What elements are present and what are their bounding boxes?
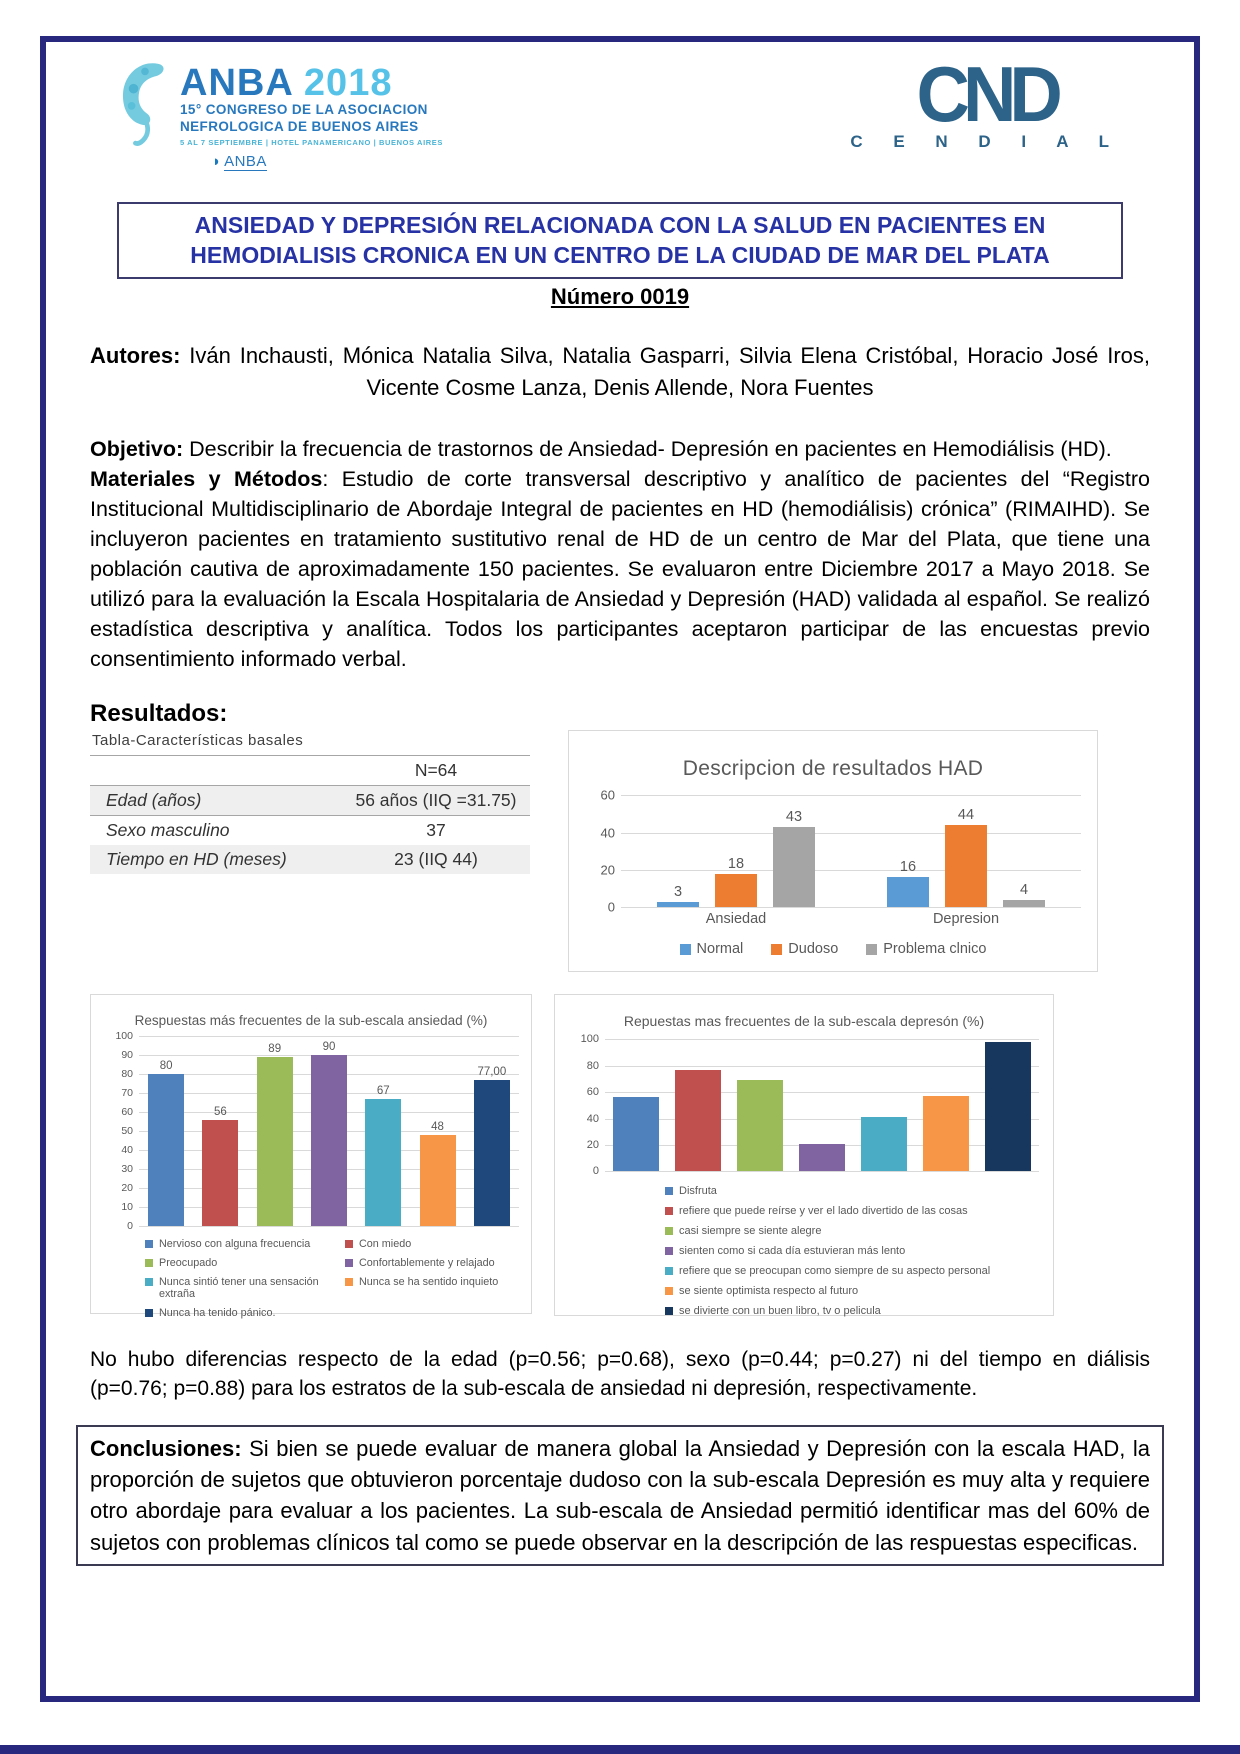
y-axis xyxy=(569,1033,605,1178)
table-row xyxy=(90,845,530,874)
bar xyxy=(799,1144,845,1172)
bar xyxy=(257,1057,293,1226)
table-row xyxy=(90,816,530,846)
legend-swatch-icon xyxy=(145,1259,153,1267)
legend-label: se divierte con un buen libro, tv o pelicula xyxy=(679,1305,881,1318)
bar-value-label: 16 xyxy=(899,859,917,876)
y-tick-label: 50 xyxy=(121,1125,133,1138)
bar xyxy=(887,877,929,907)
objetivo-text: Describir la frecuencia de trastornos de Ansiedad- Depresión en pacientes en Hemodiálisis (HD). xyxy=(183,436,1112,461)
bar-value-label: 77,00 xyxy=(477,1066,507,1079)
row-label: Tiempo en HD (meses) xyxy=(106,849,287,870)
y-axis xyxy=(585,787,621,915)
bar-groups xyxy=(139,1036,519,1226)
legend-label: Nervioso con alguna frecuencia xyxy=(159,1238,311,1251)
bar-wrap xyxy=(365,1036,401,1226)
authors-names: Iván Inchausti, Mónica Natalia Silva, Natalia Gasparri, Silvia Elena Cristóbal, Horacio José Iros, Vicente Cosme Lanza, Denis Allende, Nora Fuentes xyxy=(180,342,1150,400)
legend-item xyxy=(145,1238,345,1250)
anba-logo-top xyxy=(116,60,443,147)
category-label: Depresion xyxy=(932,911,1000,928)
bar-wrap xyxy=(945,795,987,907)
legend-item xyxy=(345,1257,519,1269)
bar xyxy=(773,827,815,907)
anba-wordmark xyxy=(180,64,443,102)
bar-value-label: 4 xyxy=(1019,881,1029,898)
legend-swatch-icon xyxy=(866,944,877,955)
y-tick-label: 0 xyxy=(127,1220,133,1233)
row-value: 37 xyxy=(426,820,446,841)
bar-wrap xyxy=(202,1036,238,1226)
legend-item xyxy=(145,1276,345,1300)
bar xyxy=(945,825,987,907)
gridline xyxy=(139,1226,519,1227)
bar-wrap xyxy=(799,1039,845,1171)
bar-groups xyxy=(605,1039,1039,1171)
y-tick-label: 10 xyxy=(121,1201,133,1214)
table-header-empty xyxy=(90,756,342,786)
legend-label: sienten como si cada día estuvieran más lento xyxy=(679,1245,906,1258)
anba-congress-line2: NEFROLOGICA DE BUENOS AIRES xyxy=(180,118,419,134)
legend-swatch-icon xyxy=(665,1227,673,1235)
title-line1: ANSIEDAD Y DEPRESIÓN RELACIONADA CON LA SALUD EN PACIENTES EN xyxy=(194,212,1046,238)
anba-congress-line1: 15° CONGRESO DE LA ASOCIACION xyxy=(180,102,428,117)
abstract-number-text: Número 0019 xyxy=(550,283,690,309)
results-row xyxy=(90,730,1164,972)
bar-wrap xyxy=(657,795,699,907)
bar-wrap xyxy=(985,1039,1031,1171)
legend-label: Normal xyxy=(696,941,744,958)
y-tick-label: 70 xyxy=(121,1087,133,1100)
had-chart-title: Descripcion de resultados HAD xyxy=(682,757,984,781)
legend-swatch-icon xyxy=(665,1267,673,1275)
table-row xyxy=(90,786,530,816)
legend-item xyxy=(665,1305,1039,1317)
materiales-paragraph xyxy=(90,464,1150,675)
bar xyxy=(923,1096,969,1171)
y-tick-label: 0 xyxy=(592,1165,599,1178)
bar xyxy=(737,1080,783,1171)
conclusions-box xyxy=(76,1425,1164,1566)
objetivo-label: Objetivo: xyxy=(90,436,184,461)
bar xyxy=(148,1074,184,1226)
depresion-subscale-chart xyxy=(554,994,1054,1316)
legend-swatch-icon xyxy=(680,944,691,955)
plot-area xyxy=(621,795,1081,907)
y-tick-label: 30 xyxy=(121,1163,133,1176)
legend-label: Nunca ha tenido pánico. xyxy=(159,1307,276,1320)
legend-swatch-icon xyxy=(145,1278,153,1286)
y-tick-label: 20 xyxy=(121,1182,133,1195)
bar-wrap xyxy=(737,1039,783,1171)
bar-groups xyxy=(621,795,1081,907)
table-header-n: N=64 xyxy=(342,756,530,786)
y-tick-label: 20 xyxy=(600,862,615,878)
header xyxy=(76,50,1164,202)
bar-wrap xyxy=(420,1036,456,1226)
legend-label: Disfruta xyxy=(679,1185,717,1198)
legend-item xyxy=(665,1185,1039,1197)
gridline xyxy=(605,1171,1039,1172)
row-value: 23 (IIQ 44) xyxy=(394,849,478,870)
legend-swatch-icon xyxy=(145,1240,153,1248)
legend-swatch-icon xyxy=(771,944,782,955)
y-tick-label: 20 xyxy=(586,1138,599,1151)
bar xyxy=(675,1070,721,1172)
bar-wrap xyxy=(923,1039,969,1171)
legend-swatch-icon xyxy=(665,1307,673,1315)
y-tick-label: 60 xyxy=(586,1086,599,1099)
y-tick-label: 80 xyxy=(586,1059,599,1072)
bar-wrap xyxy=(1003,795,1045,907)
bar-value-label: 44 xyxy=(957,807,975,824)
bar-value-label: 89 xyxy=(268,1043,282,1056)
legend-swatch-icon xyxy=(345,1278,353,1286)
baseline-table-block xyxy=(90,730,540,874)
y-tick-label: 40 xyxy=(586,1112,599,1125)
conclusions-paragraph xyxy=(90,1433,1150,1558)
y-axis xyxy=(103,1030,139,1233)
bar-group xyxy=(139,1036,519,1226)
legend-item xyxy=(665,1225,1039,1237)
anba-swoosh-icon: ◗ xyxy=(212,153,222,171)
y-tick-label: 90 xyxy=(121,1049,133,1062)
bar xyxy=(311,1055,347,1226)
legend-swatch-icon xyxy=(665,1187,673,1195)
bar-wrap xyxy=(257,1036,293,1226)
bar-group xyxy=(605,1039,1039,1171)
legend-item xyxy=(665,1265,1039,1277)
depresion-chart-title: Repuestas mas frecuentes de la sub-escala depresón (%) xyxy=(623,1013,985,1030)
bar-wrap xyxy=(148,1036,184,1226)
bar xyxy=(202,1120,238,1226)
had-results-chart xyxy=(568,730,1098,972)
legend-item xyxy=(665,1205,1039,1217)
bar-value-label: 80 xyxy=(159,1060,173,1073)
legend-label: Problema clnico xyxy=(883,941,987,958)
abstract-number xyxy=(76,284,1164,310)
title-line2: HEMODIALISIS CRONICA EN UN CENTRO DE LA CIUDAD DE MAR DEL PLATA xyxy=(190,241,1050,268)
had-chart-legend xyxy=(585,941,1081,957)
anba-year: 2018 xyxy=(303,62,393,104)
materiales-label: Materiales y Métodos xyxy=(90,466,323,491)
legend-item xyxy=(345,1238,519,1250)
legend-item xyxy=(345,1276,519,1300)
legend-item xyxy=(145,1257,345,1269)
bar xyxy=(420,1135,456,1226)
y-tick-label: 40 xyxy=(121,1144,133,1157)
legend-label: Nunca sintió tener una sensación extraña xyxy=(159,1276,319,1301)
plot-area xyxy=(139,1036,519,1226)
next-page-edge xyxy=(0,1745,1240,1754)
legend-swatch-icon xyxy=(345,1259,353,1267)
y-tick-label: 80 xyxy=(121,1068,133,1081)
bar-value-label: 43 xyxy=(785,809,803,826)
row-label: Sexo masculino xyxy=(106,820,230,841)
anba-logo-texts xyxy=(180,60,443,147)
legend-item xyxy=(771,941,838,957)
y-tick-label: 40 xyxy=(600,825,615,841)
had-plot-row xyxy=(585,787,1081,915)
bar xyxy=(1003,900,1045,907)
anba-sub-logo xyxy=(212,153,267,171)
authors xyxy=(90,340,1150,404)
legend-label: Preocupado xyxy=(159,1257,218,1270)
ansiedad-chart-legend xyxy=(145,1238,519,1319)
legend-label: Dudoso xyxy=(788,941,839,958)
y-tick-label: 60 xyxy=(600,787,615,803)
conclusions-label: Conclusiones: xyxy=(90,1436,242,1461)
bar xyxy=(861,1117,907,1171)
bar xyxy=(715,874,757,908)
title-box xyxy=(117,202,1123,279)
authors-label: Autores: xyxy=(90,342,181,368)
legend-label: Confortablemente y relajado xyxy=(359,1257,495,1270)
bar xyxy=(474,1080,510,1226)
page-frame xyxy=(40,36,1200,1702)
bar-group xyxy=(851,795,1081,907)
depresion-chart-legend xyxy=(665,1185,1039,1317)
legend-item xyxy=(866,941,986,957)
table-caption: Tabla-Características basales xyxy=(92,732,304,750)
resultados-heading: Resultados: xyxy=(90,700,228,728)
bar-value-label: 3 xyxy=(673,883,683,900)
gridline xyxy=(621,907,1081,908)
bar xyxy=(613,1097,659,1171)
bar-value-label: 56 xyxy=(214,1105,227,1118)
legend-swatch-icon xyxy=(665,1287,673,1295)
x-axis-labels xyxy=(621,911,1081,927)
y-tick-label: 100 xyxy=(580,1033,599,1046)
legend-swatch-icon xyxy=(665,1247,673,1255)
anba-name: ANBA xyxy=(180,62,293,104)
legend-label: se siente optimista respecto al futuro xyxy=(679,1285,859,1298)
legend-label: Con miedo xyxy=(359,1238,412,1251)
bar xyxy=(365,1099,401,1226)
materiales-text: : Estudio de corte transversal descriptivo y analítico de pacientes del “Registro Institucional Multidisciplinario de Abordaje Integral de pacientes en HD (hemodiálisis) crónica” (RIMAIHD). Se incluyeron pacientes en tratamiento sustitutivo renal de HD de un centro de Mar del Plata, que tiene una población cautiva de aproximadamente 150 pacientes. Se evaluaron entre Diciembre 2017 a Mayo 2018. Se utilizó para la evaluación la Escala Hospitalaria de Ansiedad y Depresión (HAD) validada al español. Se realizó estadística descriptiva y analítica. Todos los participantes aceptaron participar de las encuestas previo consentimiento informado verbal. xyxy=(90,466,1150,672)
bar-wrap xyxy=(715,795,757,907)
table-header-row xyxy=(90,756,530,786)
legend-swatch-icon xyxy=(145,1309,153,1317)
kidney-icon xyxy=(116,60,174,146)
anba-logo xyxy=(116,60,443,171)
bar-wrap xyxy=(311,1036,347,1226)
y-tick-label: 0 xyxy=(607,899,615,915)
ansiedad-plot-row xyxy=(103,1030,519,1233)
plot-area xyxy=(605,1039,1039,1171)
cendial-logo xyxy=(850,50,1122,152)
y-tick-label: 100 xyxy=(115,1030,133,1043)
statistics-note: No hubo diferencias respecto de la edad (p=0.56; p=0.68), sexo (p=0.44; p=0.27) ni del tiempo en diálisis (p=0.76; p=0.88) para los estratos de la sub-escala de ansiedad ni depresión, respectivamente. xyxy=(90,1348,1150,1400)
bar-wrap xyxy=(773,795,815,907)
sub-scale-charts-row xyxy=(90,994,1164,1320)
bar-wrap xyxy=(887,795,929,907)
bar-value-label: 67 xyxy=(376,1085,390,1098)
legend-label: Nunca se ha sentido inquieto xyxy=(359,1276,499,1289)
bar xyxy=(657,902,699,908)
objetivo-paragraph xyxy=(90,434,1150,464)
legend-item xyxy=(665,1285,1039,1297)
row-value: 56 años (IIQ =31.75) xyxy=(342,786,530,816)
legend-swatch-icon xyxy=(345,1240,353,1248)
conclusions-text: Si bien se puede evaluar de manera global la Ansiedad y Depresión con la escala HAD, la proporción de sujetos que obtuvieron porcentaje dudoso con la sub-escala Depresión es muy alta y requiere otro abordaje para evaluar a los pacientes. La sub-escala de Ansiedad permitió identificar mas del 60% de sujetos con problemas clínicos tal como se puede observar en la descripción de las respuestas especificas. xyxy=(90,1436,1150,1555)
legend-label: casi siempre se siente alegre xyxy=(679,1225,822,1238)
legend-item xyxy=(680,941,744,957)
category-label: Ansiedad xyxy=(705,911,767,928)
ansiedad-chart-title: Respuestas más frecuentes de la sub-escala ansiedad (%) xyxy=(134,1013,488,1029)
bar-wrap xyxy=(861,1039,907,1171)
bar-group xyxy=(621,795,851,907)
bar-value-label: 18 xyxy=(727,855,745,872)
ansiedad-subscale-chart xyxy=(90,994,532,1320)
legend-item xyxy=(145,1307,345,1319)
cendial-monogram: CND xyxy=(916,50,1056,139)
bar xyxy=(985,1042,1031,1171)
y-tick-label: 60 xyxy=(121,1106,133,1119)
bar-wrap xyxy=(613,1039,659,1171)
bar-wrap xyxy=(675,1039,721,1171)
row-label: Edad (años) xyxy=(90,786,342,816)
cendial-name: C E N D I A L xyxy=(850,132,1122,152)
legend-item xyxy=(665,1245,1039,1257)
bar-value-label: 90 xyxy=(322,1041,336,1054)
depresion-plot-row xyxy=(569,1033,1039,1178)
legend-label: refiere que se preocupan como siempre de su aspecto personal xyxy=(679,1265,991,1278)
legend-swatch-icon xyxy=(665,1207,673,1215)
anba-congress-line3: 5 AL 7 SEPTIEMBRE | HOTEL PANAMERICANO | BUENOS AIRES xyxy=(180,137,443,147)
bar-value-label: 48 xyxy=(431,1121,444,1134)
anba-sub-logo-text: ANBA xyxy=(224,152,267,170)
baseline-table xyxy=(90,755,530,874)
legend-label: refiere que puede reírse y ver el lado divertido de las cosas xyxy=(679,1205,968,1218)
bar-wrap xyxy=(474,1036,510,1226)
